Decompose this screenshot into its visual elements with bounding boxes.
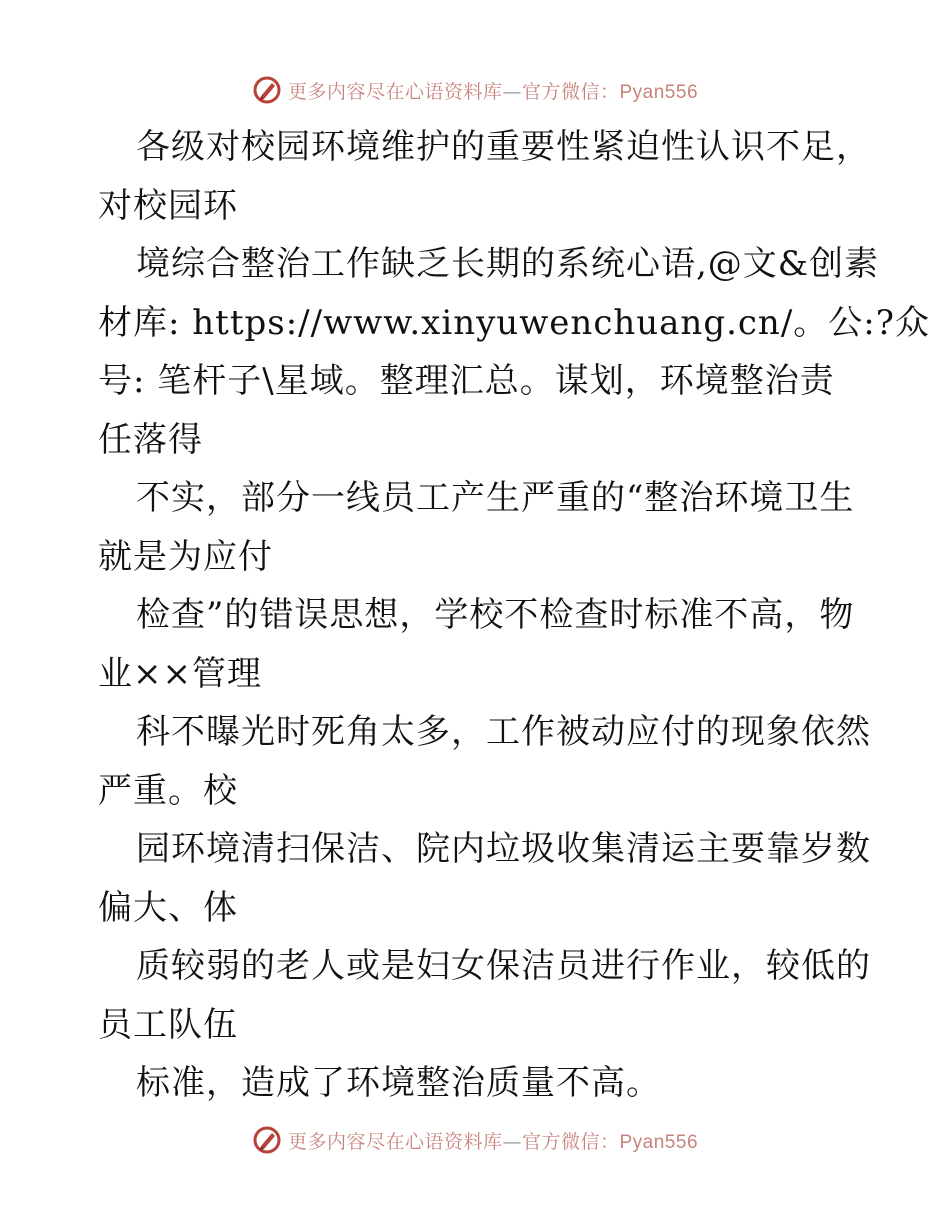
body-line: 科不曝光时死角太多，工作被动应付的现象依然 <box>136 712 871 752</box>
document-body <box>98 118 930 1113</box>
body-line: 质较弱的老人或是妇女保洁员进行作业，较低的 <box>136 946 871 986</box>
pen-circle-logo-icon <box>252 1125 282 1155</box>
body-line: 任落得 <box>98 419 203 460</box>
body-line: 标准，造成了环境整治质量不高。 <box>136 1063 661 1103</box>
body-line: 员工队伍 <box>98 1004 238 1045</box>
watermark-text <box>288 1127 698 1154</box>
watermark-wechat-id: Pyan556 <box>619 1131 699 1153</box>
body-line: 偏大、体 <box>98 887 238 928</box>
body-line: 材库: https://www.xinyuwenchuang.cn/。公:?众 <box>98 302 930 343</box>
watermark-wechat-label: 官方微信： <box>521 1130 620 1153</box>
watermark-site-name: 更多内容尽在心语资料库 <box>287 80 503 103</box>
body-line: 不实，部分一线员工产生严重的“整治环境卫生 <box>136 478 855 518</box>
body-line: 号: 笔杆子\星域。整理汇总。谋划，环境整治责 <box>98 361 835 401</box>
body-line: 园环境清扫保洁、院内垃圾收集清运主要靠岁数 <box>136 829 871 869</box>
body-line: 就是为应付 <box>98 536 273 577</box>
pen-circle-logo-icon <box>252 75 282 105</box>
body-line: 检查”的错误思想，学校不检查时标准不高，物 <box>136 595 855 635</box>
header-watermark <box>0 70 950 110</box>
watermark-site-name: 更多内容尽在心语资料库 <box>287 1130 503 1153</box>
body-line: 严重。校 <box>98 770 238 811</box>
watermark-wechat-label: 官方微信： <box>521 80 620 103</box>
body-line: 对校园环 <box>98 185 238 226</box>
footer-watermark <box>0 1120 950 1160</box>
watermark-wechat-id: Pyan556 <box>619 81 699 103</box>
watermark-separator: — <box>502 80 522 103</box>
body-line: 境综合整治工作缺乏长期的系统心语,@文&创素 <box>136 244 880 284</box>
watermark-separator: — <box>502 1130 522 1153</box>
body-line: 各级对校园环境维护的重要性紧迫性认识不足， <box>136 127 871 167</box>
body-line: 业××管理 <box>98 653 262 694</box>
watermark-text <box>288 77 698 104</box>
